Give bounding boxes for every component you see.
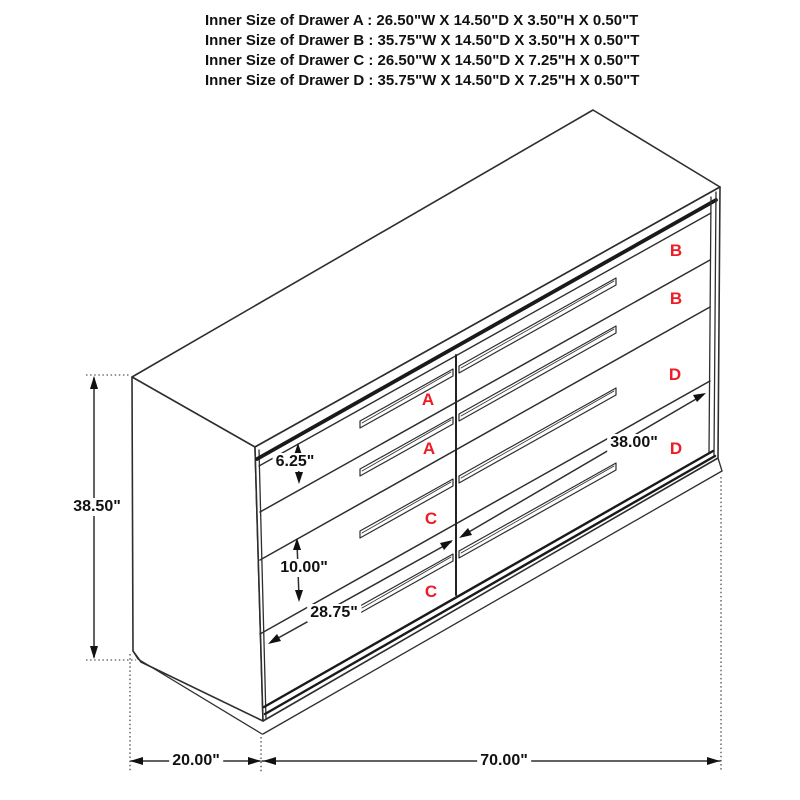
drawer-tag-d1: D xyxy=(668,365,682,384)
height-dimension-arrow xyxy=(90,376,98,659)
drawer-tag-c1: C xyxy=(424,509,438,528)
left-drawer-width-label: 28.75" xyxy=(307,604,361,622)
spec-line-drawer-b: Inner Size of Drawer B : 35.75"W X 14.50"D X 3.50"H X 0.50"T xyxy=(205,32,640,49)
spec-line-drawer-d: Inner Size of Drawer D : 35.75"W X 14.50"D X 7.25"H X 0.50"T xyxy=(205,72,640,89)
drawer-tag-a2: A xyxy=(422,439,436,458)
drawer-tag-d2: D xyxy=(669,439,683,458)
drawer-tag-b2: B xyxy=(669,289,683,308)
spec-line-drawer-a: Inner Size of Drawer A : 26.50"W X 14.50"D X 3.50"H X 0.50"T xyxy=(205,12,639,29)
overall-height-label: 38.50" xyxy=(70,498,124,516)
drawer-tag-a1: A xyxy=(421,390,435,409)
large-drawer-front-label: 10.00" xyxy=(277,559,331,577)
drawer-tag-b1: B xyxy=(669,241,683,260)
overall-depth-label: 20.00" xyxy=(169,752,223,770)
right-drawer-width-label: 38.00" xyxy=(607,434,661,452)
spec-line-drawer-c: Inner Size of Drawer C : 26.50"W X 14.50"D X 7.25"H X 0.50"T xyxy=(205,52,640,69)
overall-width-label: 70.00" xyxy=(477,752,531,770)
drawer-tag-c2: C xyxy=(424,582,438,601)
small-drawer-front-label: 6.25" xyxy=(273,453,318,471)
